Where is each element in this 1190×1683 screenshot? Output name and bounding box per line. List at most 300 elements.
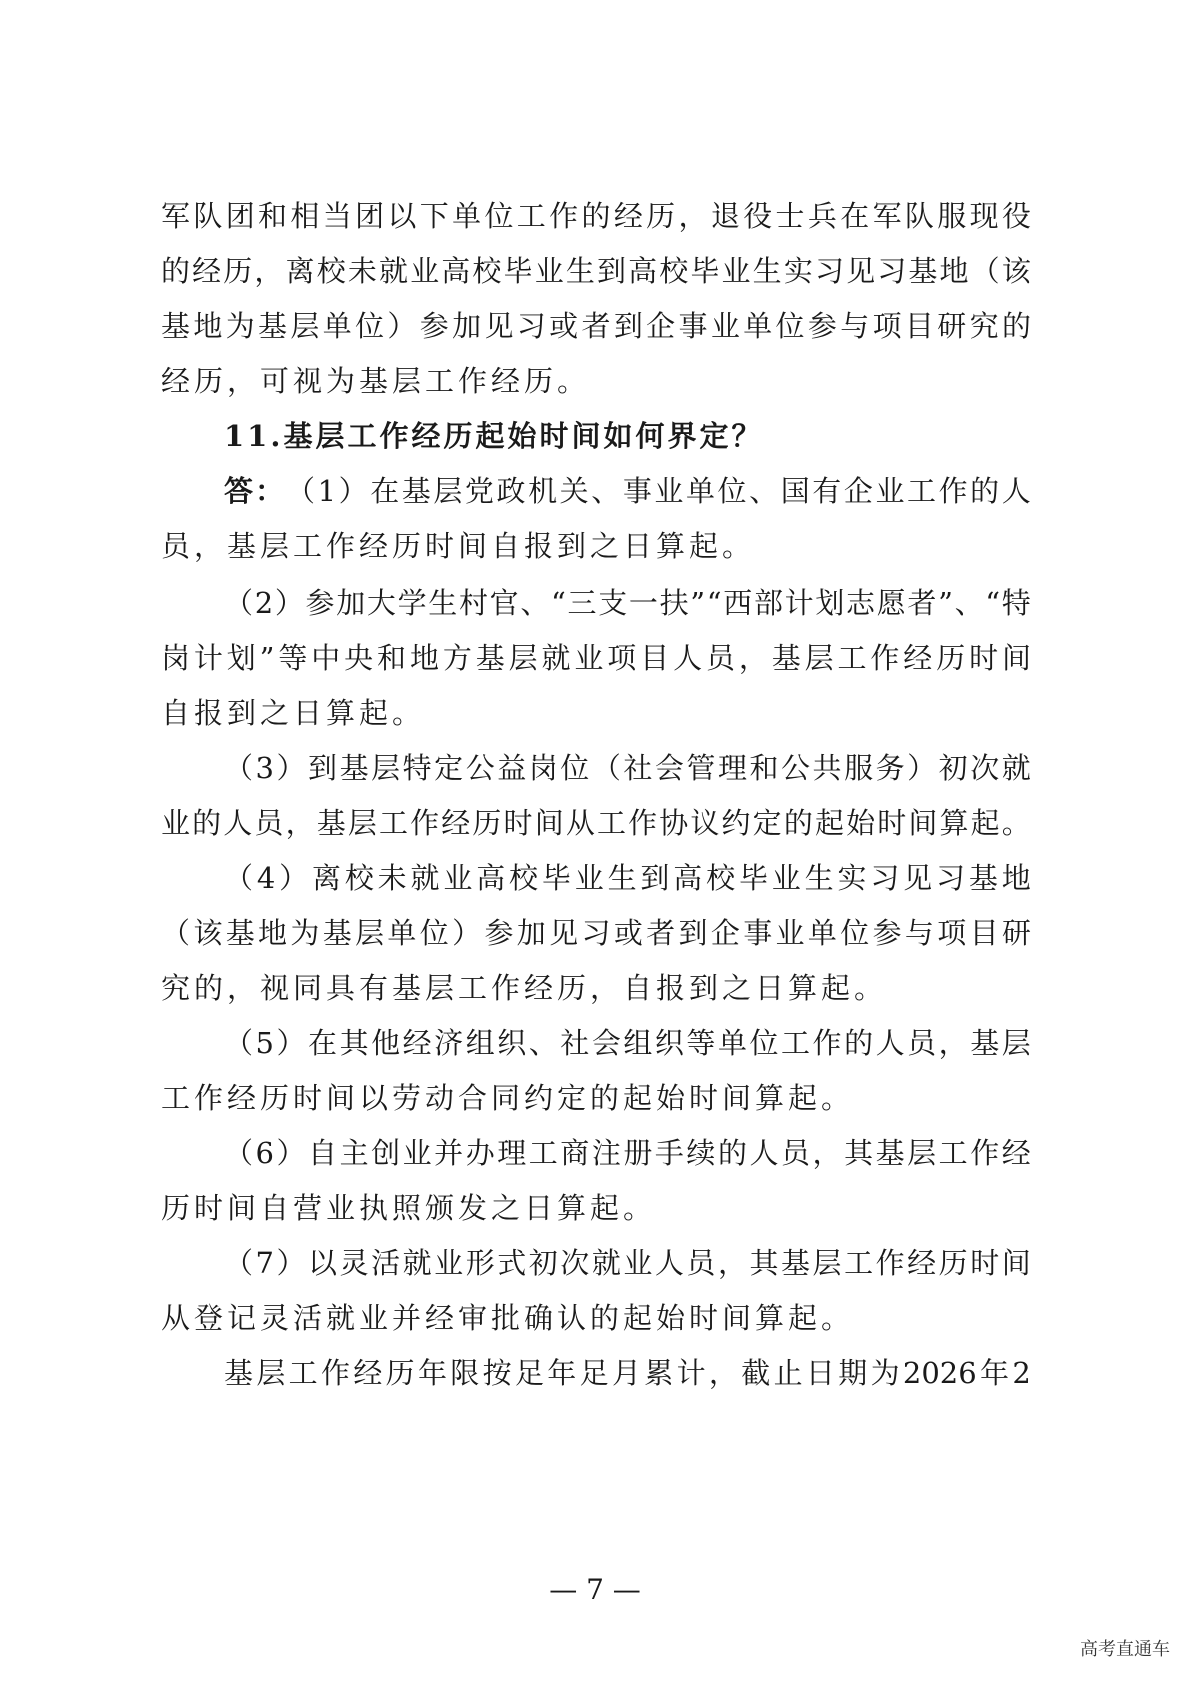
glyph: ” [690,586,706,620]
glyph: 历 [223,254,253,288]
glyph: ， [254,254,284,288]
glyph: 地 [1001,861,1031,895]
glyph: 在 [370,474,400,508]
glyph: 役 [743,199,773,233]
glyph: 经 [192,254,222,288]
glyph: 就 [410,861,440,895]
glyph: 、 [954,586,984,620]
glyph: 算 [939,806,969,840]
text-line: 工作经历时间以劳动合同约定的起始时间算起。 [161,1081,855,1115]
glyph: 单 [387,916,417,950]
glyph: 到 [613,309,643,343]
glyph: 离 [311,861,341,895]
glyph: 部 [753,586,783,620]
glyph: “ [706,586,722,620]
glyph: 央 [344,641,374,675]
glyph: 地 [939,254,969,288]
glyph: 、 [520,586,550,620]
glyph: 参 [419,309,449,343]
answer-first-line [224,471,1031,511]
glyph: 册 [623,1136,653,1170]
glyph: 研 [1001,916,1031,950]
glyph: 的 [717,1136,747,1170]
glyph: 基 [908,254,938,288]
glyph: 限 [450,1356,480,1390]
glyph: 业 [654,474,684,508]
glyph: ） [276,1246,306,1280]
glyph: 管 [686,751,716,785]
glyph: 历 [385,1356,415,1390]
glyph: 理 [497,1136,527,1170]
glyph: 足 [579,1356,609,1390]
glyph: 位 [717,474,747,508]
glyph: 计 [676,1356,706,1390]
glyph: 主 [339,1136,369,1170]
glyph: 志 [846,586,876,620]
glyph: 层 [256,1356,286,1390]
glyph: 业 [623,1246,653,1280]
glyph: 的 [844,1026,874,1060]
glyph: 或 [613,916,643,950]
glyph: 工 [907,474,937,508]
glyph: 6 [255,1136,274,1170]
glyph: 截 [741,1356,771,1390]
glyph: 业 [434,1246,464,1280]
glyph: 年 [417,1356,447,1390]
glyph: 、 [591,474,621,508]
glyph: 就 [378,254,408,288]
glyph: 作 [320,1356,350,1390]
glyph: 的 [783,806,813,840]
glyph: 见 [484,309,514,343]
glyph: 位 [560,751,590,785]
glyph: 式 [497,1246,527,1280]
glyph: 位 [419,916,449,950]
glyph: 队 [193,199,223,233]
glyph: 人 [223,806,253,840]
glyph: 历 [646,199,676,233]
glyph: 基 [225,916,255,950]
glyph: 活 [371,1246,401,1280]
glyph: 大 [366,586,396,620]
glyph: 到 [640,861,670,895]
glyph: 层 [355,916,385,950]
glyph: 业 [721,254,751,288]
glyph: 位 [749,1026,779,1060]
glyph: 方 [442,641,472,675]
glyph: 项 [607,641,637,675]
glyph: 人 [673,641,703,675]
glyph: 为 [870,1356,900,1390]
glyph: 参 [872,916,902,950]
glyph: 组 [623,1026,653,1060]
glyph: 定 [752,806,782,840]
glyph: 就 [402,1246,432,1280]
glyph: 与 [904,916,934,950]
glyph: 年 [547,1356,577,1390]
glyph: “ [551,586,566,620]
glyph: 参 [305,586,335,620]
glyph: 役 [1001,199,1031,233]
glyph: 次 [560,1246,590,1280]
glyph: 层 [371,751,401,785]
glyph: 退 [710,199,740,233]
glyph: 务 [875,751,905,785]
glyph: 单 [743,309,773,343]
glyph: 工 [596,806,626,840]
glyph: 基 [970,1026,1000,1060]
glyph: 形 [465,1246,495,1280]
glyph: 议 [690,806,720,840]
glyph: 历 [936,641,966,675]
text-line [224,583,1031,623]
glyph: 中 [311,641,341,675]
glyph: 初 [528,1246,558,1280]
text-line [224,1243,1031,1283]
glyph: 的 [970,474,1000,508]
glyph: 层 [433,474,463,508]
text-line: 历时间自营业执照颁发之日算起。 [161,1191,657,1225]
glyph: 业 [875,474,905,508]
glyph: 社 [560,1026,590,1060]
glyph: 5 [255,1026,274,1060]
glyph: 起 [970,806,1000,840]
glyph: 历 [472,806,502,840]
glyph: 岗 [528,751,558,785]
glyph: 岗 [161,641,191,675]
glyph: 一 [628,586,658,620]
glyph: 目 [640,641,670,675]
glyph: 事 [678,309,708,343]
glyph: 士 [775,199,805,233]
glyph: 济 [434,1026,464,1060]
glyph: 未 [347,254,377,288]
glyph: ， [812,1136,842,1170]
glyph: 项 [872,309,902,343]
glyph: 到 [308,751,338,785]
glyph: 作 [812,1026,842,1060]
glyph: 自 [308,1136,338,1170]
glyph: 单 [452,199,482,233]
glyph: 到 [678,916,708,950]
glyph: ， [717,1246,747,1280]
glyph: 到 [596,254,626,288]
glyph: 创 [371,1136,401,1170]
text-line: 究的，视同具有基层工作经历，自报到之日算起。 [161,971,888,1005]
glyph: 起 [814,806,844,840]
glyph: 间 [1001,1246,1031,1280]
glyph: 手 [654,1136,684,1170]
glyph: 办 [465,1136,495,1170]
glyph: 服 [844,751,874,785]
glyph: 高 [441,254,471,288]
glyph: 经 [903,641,933,675]
glyph: （ [224,751,254,785]
glyph: 划 [226,641,256,675]
glyph: 层 [804,641,834,675]
glyph: 地 [193,309,223,343]
glyph: 校 [706,861,736,895]
glyph: 团 [355,199,385,233]
glyph: 基 [224,1356,254,1390]
glyph: 人 [875,1026,905,1060]
glyph: 工 [288,1356,318,1390]
glyph: 见 [846,254,876,288]
glyph: 工 [378,806,408,840]
glyph: 会 [591,1026,621,1060]
glyph: 业 [534,254,564,288]
glyph: 按 [482,1356,512,1390]
text-line [224,1133,1031,1173]
glyph: 业 [574,641,604,675]
text-line [161,638,1031,678]
glyph: 其 [749,1246,779,1280]
glyph: 、 [749,474,779,508]
question-heading: 11.基层工作经历起始时间如何界定？ [224,419,764,453]
glyph: 下 [419,199,449,233]
watermark-text: 高考直通车 [1080,1639,1170,1660]
glyph: 业 [710,309,740,343]
glyph: 业 [161,806,191,840]
glyph: 军 [872,199,902,233]
glyph: 生 [428,586,458,620]
glyph: 位 [775,309,805,343]
glyph: 基 [875,1136,905,1170]
glyph: 续 [686,1136,716,1170]
glyph: 基 [316,806,346,840]
glyph: 基 [339,751,369,785]
glyph: 高 [628,254,658,288]
glyph: 校 [316,254,346,288]
glyph: 党 [464,474,494,508]
glyph: 校 [509,861,539,895]
glyph: 会 [654,751,684,785]
glyph: 事 [743,916,773,950]
glyph: 工 [781,1026,811,1060]
glyph: 有 [812,474,842,508]
glyph: （ [591,751,621,785]
glyph: 毕 [738,861,768,895]
glyph: （ [224,861,254,895]
glyph: 经 [353,1356,383,1390]
glyph: 学 [397,586,427,620]
glyph: 工 [938,1136,968,1170]
glyph: 经 [1001,1136,1031,1170]
glyph: 协 [659,806,689,840]
glyph: 作 [549,199,579,233]
glyph: 和 [377,641,407,675]
glyph: 位 [840,916,870,950]
glyph: 参 [807,309,837,343]
glyph: 习 [516,309,546,343]
glyph: 灵 [339,1246,369,1280]
glyph: 习 [870,861,900,895]
glyph: 基 [771,641,801,675]
glyph: 基 [322,916,352,950]
glyph: 间 [1001,641,1031,675]
glyph: 和 [749,751,779,785]
glyph: 业 [410,254,440,288]
answer-line-rest [286,471,1031,511]
glyph: 见 [549,916,579,950]
glyph: 作 [628,806,658,840]
glyph: 企 [710,916,740,950]
glyph: 就 [1001,751,1031,785]
glyph: 人 [654,1246,684,1280]
glyph: 支 [598,586,628,620]
glyph: 生 [607,861,637,895]
glyph: 经 [441,806,471,840]
glyph: 经 [613,199,643,233]
glyph: 时 [877,806,907,840]
glyph: 基 [968,861,998,895]
glyph: 人 [749,1136,779,1170]
glyph: 的 [1001,309,1031,343]
glyph: 历 [938,1246,968,1280]
glyph: 位 [484,199,514,233]
glyph: 项 [937,916,967,950]
glyph: 共 [812,751,842,785]
glyph: 毕 [690,254,720,288]
glyph: 单 [717,1026,747,1060]
glyph: 究 [969,309,999,343]
glyph: 与 [840,309,870,343]
glyph: 官 [489,586,519,620]
glyph: 作 [875,1246,905,1280]
glyph: 公 [781,751,811,785]
glyph: 2026 [902,1356,977,1390]
glyph: 计 [193,641,223,675]
glyph: 经 [907,1246,937,1280]
text-line [161,803,1031,843]
glyph: 毕 [503,254,533,288]
glyph: 层 [1001,1026,1031,1060]
glyph: 的 [161,254,191,288]
glyph: ） [274,586,304,620]
glyph: 划 [815,586,845,620]
glyph: 位 [355,309,385,343]
glyph: 兵 [807,199,837,233]
glyph: ） [276,1136,306,1170]
glyph: 业 [574,861,604,895]
glyph: 层 [907,1136,937,1170]
glyph: 团 [225,199,255,233]
glyph: 目 [969,916,999,950]
glyph: 村 [458,586,488,620]
glyph: 时 [969,641,999,675]
glyph: 4 [256,861,276,895]
glyph: 以 [387,199,417,233]
glyph: （ [224,1026,254,1060]
glyph: 日 [805,1356,835,1390]
glyph: 或 [549,309,579,343]
glyph: 员 [781,1136,811,1170]
glyph: 加 [452,309,482,343]
glyph: 止 [773,1356,803,1390]
glyph: 公 [465,751,495,785]
glyph: 研 [937,309,967,343]
glyph: ， [708,1356,738,1390]
glyph: 该 [193,916,223,950]
text-line: 从登记灵活就业并经审批确认的起始时间算起。 [161,1301,855,1335]
glyph: 基 [161,309,191,343]
glyph: ） [907,751,937,785]
glyph: ） [276,1026,306,1060]
glyph: （ [224,1246,254,1280]
glyph: 企 [646,309,676,343]
glyph: 生 [752,254,782,288]
glyph: 离 [285,254,315,288]
glyph: 习 [814,254,844,288]
glyph: 业 [402,1136,432,1170]
glyph: 。 [1001,806,1031,840]
glyph: 等 [686,1026,716,1060]
text-line [224,748,1031,788]
glyph: 间 [534,806,564,840]
glyph: 作 [410,806,440,840]
glyph: 时 [970,1246,1000,1280]
glyph: 人 [1001,474,1031,508]
glyph: ） [452,916,482,950]
text-line [224,1023,1031,1063]
glyph: ） [279,861,309,895]
glyph: 益 [497,751,527,785]
glyph: 层 [508,641,538,675]
glyph: 者 [907,586,937,620]
glyph: 习 [877,254,907,288]
glyph: 、 [528,1026,558,1060]
glyph: 员 [907,1026,937,1060]
glyph: 作 [970,1136,1000,1170]
glyph: 足 [514,1356,544,1390]
glyph: 约 [721,806,751,840]
glyph: 加 [516,916,546,950]
glyph: 在 [840,199,870,233]
glyph: 当 [322,199,352,233]
glyph: 地 [258,916,288,950]
text-line [161,306,1031,346]
glyph: 2 [1012,1356,1031,1390]
glyph: 员 [686,1246,716,1280]
text-line [224,1353,1031,1393]
glyph: ） [276,751,306,785]
page-number: — 7 — [549,1573,641,1606]
glyph: 期 [838,1356,868,1390]
glyph: 地 [409,641,439,675]
glyph: 特 [402,751,432,785]
glyph: 单 [807,916,837,950]
glyph: 事 [622,474,652,508]
glyph: 校 [659,254,689,288]
glyph: 西 [723,586,753,620]
glyph: 者 [646,916,676,950]
glyph: ” [259,641,275,675]
text-line: 员，基层工作经历时间自报到之日算起。 [161,529,756,563]
glyph: 初 [938,751,968,785]
glyph: （ [224,586,254,620]
glyph: 扶 [659,586,689,620]
glyph: 其 [339,1026,369,1060]
glyph: 工 [837,641,867,675]
glyph: ， [678,199,708,233]
glyph: 工 [844,1246,874,1280]
glyph: ） [387,309,417,343]
glyph: 特 [1001,586,1031,620]
glyph: 员 [254,806,284,840]
glyph: 注 [591,1136,621,1170]
glyph: 目 [904,309,934,343]
glyph: 生 [565,254,595,288]
